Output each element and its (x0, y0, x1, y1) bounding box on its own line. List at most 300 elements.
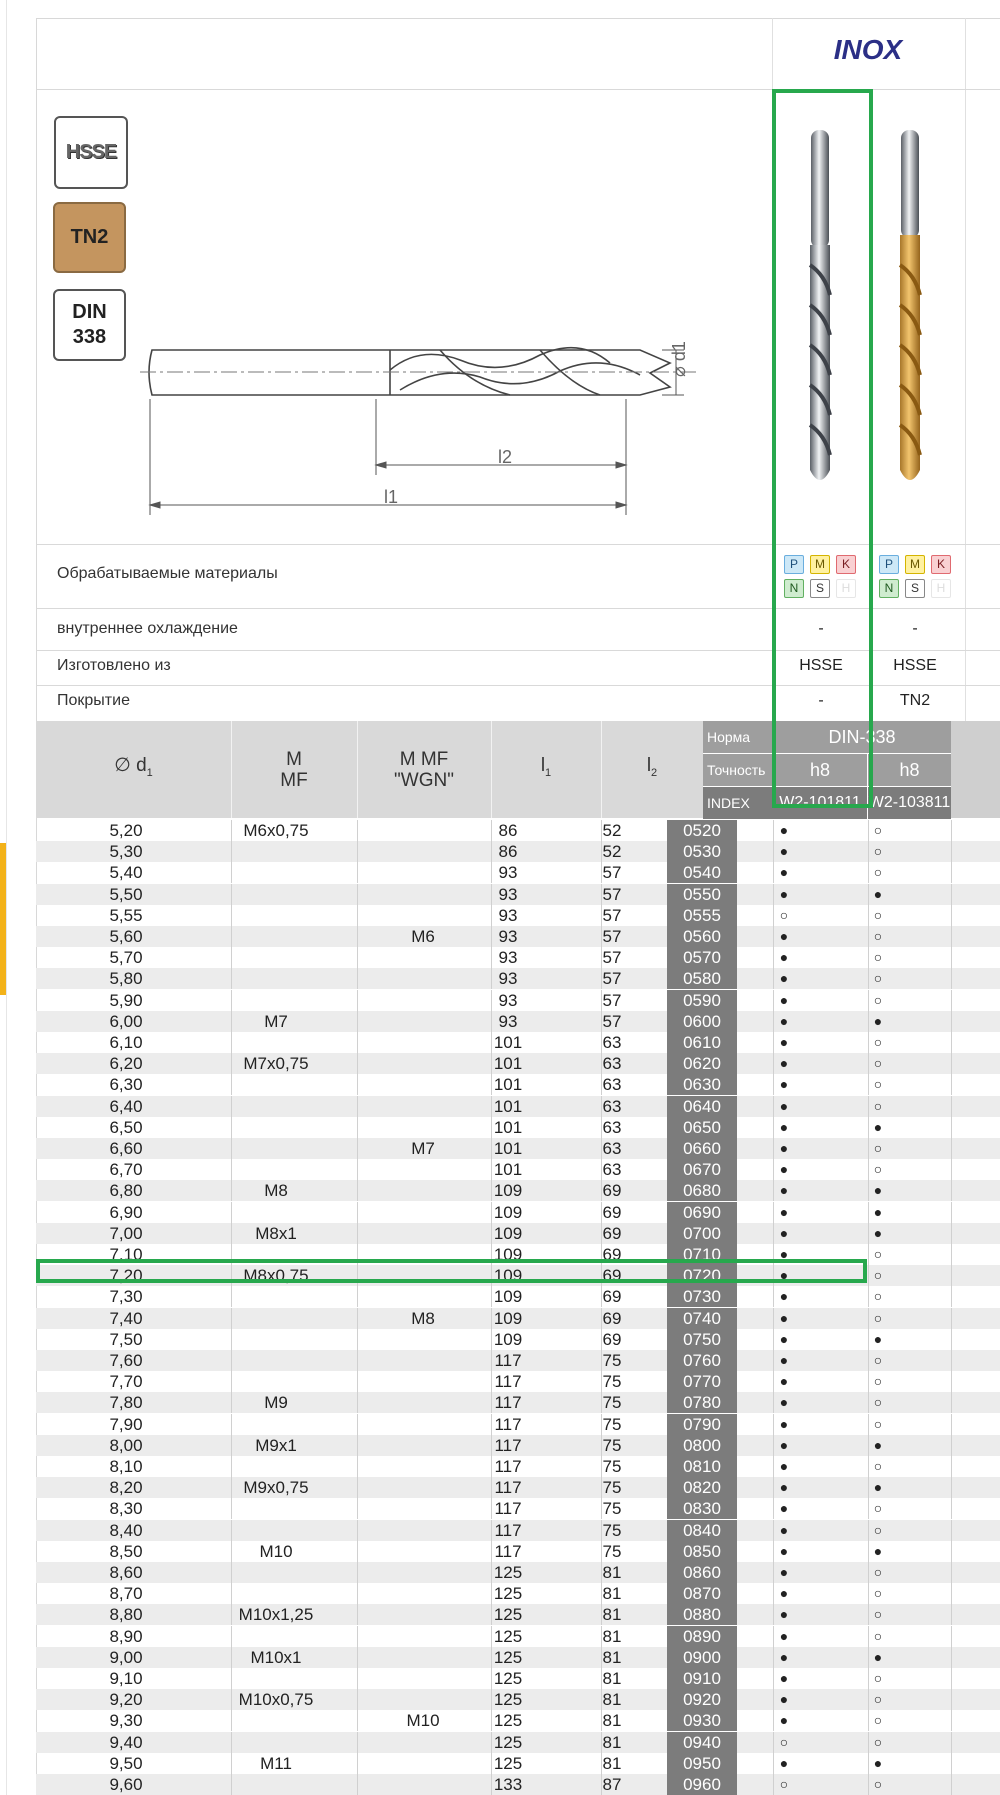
coating-value: TN2 (899, 692, 931, 709)
l2-cell: 69 (602, 1202, 622, 1222)
thread-cell: M11 (260, 1753, 292, 1773)
l2-cell: 69 (602, 1287, 622, 1307)
thread-cell (196, 1562, 356, 1583)
availability-hsse-cell: ● (779, 1076, 789, 1093)
l1-cell: 133 (493, 1775, 523, 1794)
table-row[interactable] (36, 1350, 1000, 1371)
diameter-cell: 7,00 (109, 1223, 143, 1243)
availability-hsse-cell: ● (779, 1627, 789, 1644)
index-cell: 0950 (667, 1753, 737, 1774)
availability-hsse-cell: ● (779, 843, 789, 860)
table-row[interactable] (36, 1626, 1000, 1647)
thread-cell (196, 1138, 356, 1159)
cooling-value: - (912, 620, 918, 637)
diameter-cell: 9,40 (109, 1732, 143, 1752)
diameter-cell: 6,00 (109, 1011, 143, 1031)
table-row[interactable] (36, 1032, 1000, 1053)
l2-cell: 75 (602, 1372, 622, 1392)
flute-line (400, 363, 640, 390)
availability-tn2-cell: ○ (873, 1585, 883, 1602)
table-row[interactable] (36, 1583, 1000, 1604)
index-cell: 0560 (667, 926, 737, 947)
index-cell: 0760 (667, 1350, 737, 1371)
l1-cell: 109 (493, 1181, 523, 1201)
l2-cell: 75 (602, 1393, 622, 1413)
l2-cell: 81 (602, 1711, 622, 1731)
l1-cell: 109 (493, 1223, 523, 1243)
table-row[interactable] (36, 1074, 1000, 1095)
product-index[interactable]: W2-103811 (868, 787, 951, 819)
diameter-cell: 6,60 (109, 1139, 143, 1158)
material-p: P (784, 555, 804, 574)
diameter-cell: 9,10 (109, 1669, 143, 1688)
left-frame-line (6, 0, 7, 1795)
index-cell: 0770 (667, 1371, 737, 1392)
table-row[interactable] (36, 1668, 1000, 1689)
l2-cell: 63 (602, 1054, 622, 1074)
index-cell: 0740 (667, 1308, 737, 1329)
l2-cell: 52 (602, 842, 622, 862)
availability-tn2-cell: ○ (873, 1246, 883, 1262)
availability-tn2-cell: ○ (873, 970, 883, 987)
l1-cell: 125 (493, 1732, 523, 1752)
l1-cell: 109 (493, 1202, 523, 1222)
availability-hsse-cell: ● (779, 970, 789, 987)
thread-cell: M9 (264, 1393, 288, 1413)
thread-cell (196, 1456, 356, 1477)
l1-cell: 117 (494, 1499, 522, 1519)
thread-cell (196, 1583, 356, 1604)
availability-tn2-cell: ● (873, 1182, 883, 1199)
l2-cell: 69 (602, 1308, 622, 1328)
availability-tn2-cell: ○ (873, 843, 883, 860)
availability-tn2-cell: ○ (873, 1394, 883, 1411)
thread-cell (196, 1308, 356, 1329)
table-row[interactable] (36, 1498, 1000, 1519)
availability-tn2-cell: ○ (873, 1352, 883, 1368)
diameter-cell: 7,70 (109, 1372, 143, 1392)
table-row[interactable] (36, 1753, 1000, 1774)
table-row[interactable] (36, 841, 1000, 862)
table-row[interactable] (36, 1414, 1000, 1435)
availability-tn2-cell: ○ (873, 1097, 883, 1114)
l1-cell: 93 (498, 884, 518, 904)
coating-label: Покрытие (57, 692, 130, 709)
table-header-edge (951, 721, 1000, 818)
index-cell: 0620 (667, 1053, 737, 1074)
availability-hsse-cell: ● (779, 1203, 789, 1220)
materials-label: Обрабатываемые материалы (57, 565, 278, 582)
l1-cell: 86 (498, 821, 518, 840)
l2-cell: 63 (602, 1160, 622, 1180)
header-l1: $l_1$ (540, 755, 552, 779)
index-cell: 0800 (667, 1435, 737, 1456)
l1-cell: 125 (493, 1753, 523, 1773)
availability-tn2-cell: ○ (873, 1415, 883, 1432)
material-m: M (810, 555, 830, 574)
availability-hsse-cell: ● (779, 1267, 789, 1284)
index-cell: 0555 (667, 905, 737, 926)
table-row[interactable] (36, 1520, 1000, 1541)
index-cell: 0860 (667, 1562, 737, 1583)
availability-tn2-cell: ○ (873, 1606, 883, 1623)
table-row[interactable] (36, 1286, 1000, 1307)
l1-cell: 117 (494, 1372, 522, 1392)
availability-tn2-cell: ● (873, 1203, 883, 1220)
thread-cell (196, 905, 356, 926)
l1-cell: 101 (493, 1160, 523, 1180)
availability-tn2-cell: ○ (873, 1034, 883, 1050)
index-cell: 0540 (667, 862, 737, 883)
product-index[interactable]: W2-101811 (773, 787, 867, 819)
availability-hsse-cell: ● (779, 864, 789, 881)
diameter-cell: 8,50 (109, 1541, 143, 1561)
availability-tn2-cell: ○ (873, 928, 883, 944)
table-row[interactable] (36, 990, 1000, 1011)
availability-hsse-cell: ● (779, 949, 789, 966)
availability-hsse-cell: ● (779, 1034, 789, 1050)
availability-tn2-cell: ○ (873, 949, 883, 966)
index-cell: 0720 (667, 1265, 737, 1286)
table-row[interactable] (36, 1774, 1000, 1795)
l1-cell: 93 (498, 905, 518, 925)
thread-cell (196, 841, 356, 862)
table-row[interactable] (36, 947, 1000, 968)
availability-hsse-cell: ● (779, 1097, 789, 1114)
thread-cell (196, 1732, 356, 1753)
din-standard-badge (53, 289, 126, 361)
diameter-cell: 6,30 (109, 1075, 143, 1095)
thread-cell (196, 1032, 356, 1053)
table-row[interactable] (36, 1647, 1000, 1668)
l1-cell: 117 (494, 1414, 522, 1434)
availability-hsse-cell: ○ (779, 906, 789, 923)
availability-hsse-cell: ● (779, 822, 789, 838)
thread-cell (196, 884, 356, 905)
index-cell: 0570 (667, 947, 737, 968)
table-row[interactable] (36, 1202, 1000, 1223)
table-row[interactable] (36, 1371, 1000, 1392)
index-cell: 0640 (667, 1096, 737, 1117)
material-value: HSSE (799, 657, 843, 674)
l2-cell: 75 (602, 1520, 622, 1540)
diameter-cell: 5,40 (109, 863, 143, 883)
inox-label: INOX (833, 34, 903, 65)
availability-hsse-cell: ● (779, 885, 789, 902)
index-cell: 0840 (667, 1520, 737, 1541)
availability-hsse-cell: ● (779, 1479, 789, 1496)
table-row[interactable] (36, 1308, 1000, 1329)
diameter-cell: 7,60 (109, 1351, 143, 1370)
thread-wgn-cell: M7 (411, 1139, 435, 1158)
index-cell: 0580 (667, 968, 737, 989)
availability-hsse-cell: ● (779, 1564, 789, 1580)
diameter-cell: 8,90 (109, 1626, 143, 1646)
l2-cell: 81 (602, 1647, 622, 1667)
index-cell: 0660 (667, 1138, 737, 1159)
availability-tn2-cell: ○ (873, 906, 883, 923)
l1-cell: 125 (493, 1605, 523, 1625)
index-cell: 0650 (667, 1117, 737, 1138)
diameter-cell: 7,50 (109, 1329, 143, 1349)
availability-hsse-cell: ● (779, 1140, 789, 1156)
diameter-cell: 6,70 (109, 1160, 143, 1180)
thread-cell: M6x0,75 (243, 821, 309, 840)
availability-hsse-cell: ● (779, 1161, 789, 1178)
l1-cell: 117 (494, 1351, 522, 1370)
thread-cell (196, 1096, 356, 1117)
availability-tn2-cell: ● (873, 1118, 883, 1135)
index-cell: 0680 (667, 1180, 737, 1201)
highlight-row (36, 1259, 867, 1283)
material-s: S (905, 579, 925, 598)
l1-cell: 93 (498, 969, 518, 989)
l1-cell: 93 (498, 948, 518, 968)
thread-cell: M10x1,25 (238, 1605, 314, 1625)
table-row[interactable] (36, 968, 1000, 989)
availability-tn2-cell: ● (873, 1754, 883, 1771)
l2-cell: 81 (602, 1690, 622, 1710)
material-n: N (879, 579, 899, 598)
availability-hsse-cell: ● (779, 1288, 789, 1305)
diameter-cell: 8,20 (109, 1478, 143, 1498)
availability-hsse-cell: ● (779, 1373, 789, 1390)
thread-cell (196, 1520, 356, 1541)
side-accent-tab[interactable] (0, 843, 6, 995)
l2-cell: 63 (602, 1033, 622, 1052)
table-row[interactable] (36, 1138, 1000, 1159)
l2-cell: 69 (602, 1266, 622, 1286)
table-row[interactable] (36, 1159, 1000, 1180)
table-row[interactable] (36, 1562, 1000, 1583)
cooling-value: - (818, 620, 824, 637)
availability-hsse-cell: ● (779, 1415, 789, 1432)
availability-tn2-cell: ○ (873, 1733, 883, 1750)
thread-cell (196, 1202, 356, 1223)
availability-hsse-cell: ● (779, 1309, 789, 1326)
l2-cell: 57 (602, 990, 622, 1010)
header-diameter: ∅ $d_1$ (114, 755, 153, 779)
index-cell: 0630 (667, 1074, 737, 1095)
thread-cell (196, 1414, 356, 1435)
table-row[interactable] (36, 862, 1000, 883)
availability-tn2-cell: ○ (873, 1309, 883, 1326)
index-cell: 0550 (667, 884, 737, 905)
diameter-symbol: ∅ d (114, 755, 147, 777)
availability-hsse-cell: ● (779, 1585, 789, 1602)
material-p: P (879, 555, 899, 574)
availability-hsse-cell: ● (779, 1246, 789, 1262)
diameter-cell: 9,60 (109, 1775, 143, 1794)
table-row[interactable] (36, 1096, 1000, 1117)
availability-hsse-cell: ● (779, 928, 789, 944)
thread-cell (196, 1117, 356, 1138)
table-row[interactable] (36, 1604, 1000, 1625)
index-cell: 0880 (667, 1604, 737, 1625)
availability-hsse-cell: ● (779, 1754, 789, 1771)
availability-tn2-cell: ○ (873, 1267, 883, 1284)
availability-hsse-cell: ● (779, 1712, 789, 1729)
table-row[interactable] (36, 1456, 1000, 1477)
material-k: K (836, 555, 856, 574)
table-row[interactable] (36, 1329, 1000, 1350)
l1-cell: 125 (493, 1669, 523, 1688)
l1-cell: 117 (494, 1435, 522, 1455)
availability-tn2-cell: ○ (873, 1373, 883, 1390)
availability-hsse-cell: ● (779, 991, 789, 1008)
availability-tn2-cell: ● (873, 1012, 883, 1029)
table-row[interactable] (36, 905, 1000, 926)
index-cell: 0940 (667, 1732, 737, 1753)
diameter-cell: 5,20 (109, 821, 143, 840)
d1-label: ⌀ d1 (669, 341, 689, 377)
table-row[interactable] (36, 884, 1000, 905)
l1-cell: 125 (493, 1584, 523, 1604)
index-cell: 0730 (667, 1286, 737, 1307)
material-h: H (931, 579, 951, 598)
l2-cell: 57 (602, 863, 622, 883)
l1-cell: 93 (498, 863, 518, 883)
thread-cell: M10 (259, 1541, 293, 1561)
thread-cell (196, 1286, 356, 1307)
table-row[interactable] (36, 1732, 1000, 1753)
coating-value: - (818, 692, 824, 709)
thread-cell: M7 (264, 1011, 288, 1031)
thread-cell: M8 (264, 1181, 288, 1201)
tolerance-label: Точность (703, 754, 773, 786)
table-row[interactable] (36, 820, 1000, 841)
thread-cell: M10x0,75 (238, 1690, 314, 1710)
availability-tn2-cell: ● (873, 1648, 883, 1665)
table-row[interactable] (36, 1392, 1000, 1413)
availability-tn2-cell: ● (873, 1224, 883, 1241)
l1-cell: 125 (493, 1711, 523, 1731)
availability-tn2-cell: ○ (873, 822, 883, 838)
table-row[interactable] (36, 1117, 1000, 1138)
availability-hsse-cell: ● (779, 1012, 789, 1029)
availability-tn2-cell: ○ (873, 864, 883, 881)
thread-cell (196, 862, 356, 883)
index-cell: 0790 (667, 1414, 737, 1435)
column-divider (965, 18, 966, 721)
l1-cell: 109 (493, 1329, 523, 1349)
l2-cell: 75 (602, 1499, 622, 1519)
l2-cell: 57 (602, 884, 622, 904)
availability-hsse-cell: ● (779, 1606, 789, 1623)
table-row[interactable] (36, 1223, 1000, 1244)
availability-hsse-cell: ● (779, 1691, 789, 1708)
availability-hsse-cell: ○ (779, 1733, 789, 1750)
l2-cell: 57 (602, 969, 622, 989)
index-cell: 0900 (667, 1647, 737, 1668)
l2-cell: 81 (602, 1753, 622, 1773)
index-cell: 0820 (667, 1477, 737, 1498)
l1-cell: 86 (498, 842, 518, 862)
diameter-cell: 7,80 (109, 1393, 143, 1413)
table-row[interactable] (36, 1180, 1000, 1201)
drill-image-tn2[interactable] (890, 125, 930, 485)
availability-tn2-cell: ○ (873, 1500, 883, 1517)
diameter-cell: 8,60 (109, 1563, 143, 1582)
index-cell: 0780 (667, 1392, 737, 1413)
diameter-cell: 5,80 (109, 969, 143, 989)
l1-cell: 117 (494, 1393, 522, 1413)
flute-line (390, 348, 610, 370)
l2-cell: 81 (602, 1563, 622, 1582)
table-row[interactable] (36, 1710, 1000, 1731)
l1-cell: 93 (498, 990, 518, 1010)
header-thread-wgn: M MF "WGN" (394, 748, 454, 791)
din-label: DIN (72, 301, 107, 323)
availability-tn2-cell: ○ (873, 1627, 883, 1644)
table-row[interactable] (36, 1689, 1000, 1710)
table-row[interactable] (36, 1435, 1000, 1456)
l2-cell: 63 (602, 1117, 622, 1137)
thread-cell (196, 1774, 356, 1795)
thread-cell (196, 1371, 356, 1392)
table-row[interactable] (36, 1477, 1000, 1498)
l2-cell: 69 (602, 1329, 622, 1349)
thread-cell: M8x0,75 (243, 1266, 309, 1286)
material-h: H (836, 579, 856, 598)
availability-tn2-cell: ○ (873, 1564, 883, 1580)
tolerance-value: h8 (868, 754, 951, 786)
availability-hsse-cell: ● (779, 1330, 789, 1347)
availability-hsse-cell: ○ (779, 1776, 789, 1792)
l1-cell: 101 (493, 1139, 523, 1158)
thread-cell (196, 990, 356, 1011)
l2-cell: 81 (602, 1584, 622, 1604)
availability-tn2-cell: ○ (873, 1458, 883, 1474)
l1-cell: 125 (493, 1563, 523, 1582)
availability-tn2-cell: ○ (873, 1776, 883, 1792)
thread-wgn-cell: M10 (406, 1711, 440, 1731)
index-cell: 0590 (667, 990, 737, 1011)
diameter-cell: 9,30 (109, 1711, 143, 1731)
thread-cell (196, 947, 356, 968)
diameter-cell: 8,00 (109, 1435, 143, 1455)
table-row[interactable] (36, 1053, 1000, 1074)
norm-value: DIN-338 (773, 721, 951, 753)
thread-cell (196, 926, 356, 947)
l1-cell: 93 (498, 1011, 518, 1031)
l2-cell: 81 (602, 1669, 622, 1688)
diameter-cell: 8,10 (109, 1457, 143, 1476)
header-thread: M MF (280, 748, 308, 791)
diameter-cell: 6,20 (109, 1054, 143, 1074)
l1-cell: 101 (493, 1075, 523, 1095)
norm-label: Норма (703, 721, 773, 753)
thread-cell (196, 1626, 356, 1647)
l2-cell: 87 (602, 1775, 622, 1794)
table-row[interactable] (36, 1011, 1000, 1032)
availability-hsse-cell: ● (779, 1542, 789, 1559)
availability-tn2-cell: ● (873, 1330, 883, 1347)
table-row[interactable] (36, 1541, 1000, 1562)
l1-cell: 117 (494, 1520, 522, 1540)
availability-tn2-cell: ● (873, 1479, 883, 1496)
table-row[interactable] (36, 926, 1000, 947)
availability-tn2-cell: ○ (873, 1055, 883, 1072)
l1-cell: 109 (493, 1245, 523, 1264)
diameter-cell: 6,10 (109, 1033, 143, 1052)
availability-tn2-cell: ○ (873, 1161, 883, 1178)
index-cell: 0810 (667, 1456, 737, 1477)
diameter-cell: 6,40 (109, 1096, 143, 1116)
thread-cell: M9x1 (255, 1435, 297, 1455)
l1-cell: 117 (494, 1457, 522, 1476)
l1-cell: 101 (493, 1096, 523, 1116)
